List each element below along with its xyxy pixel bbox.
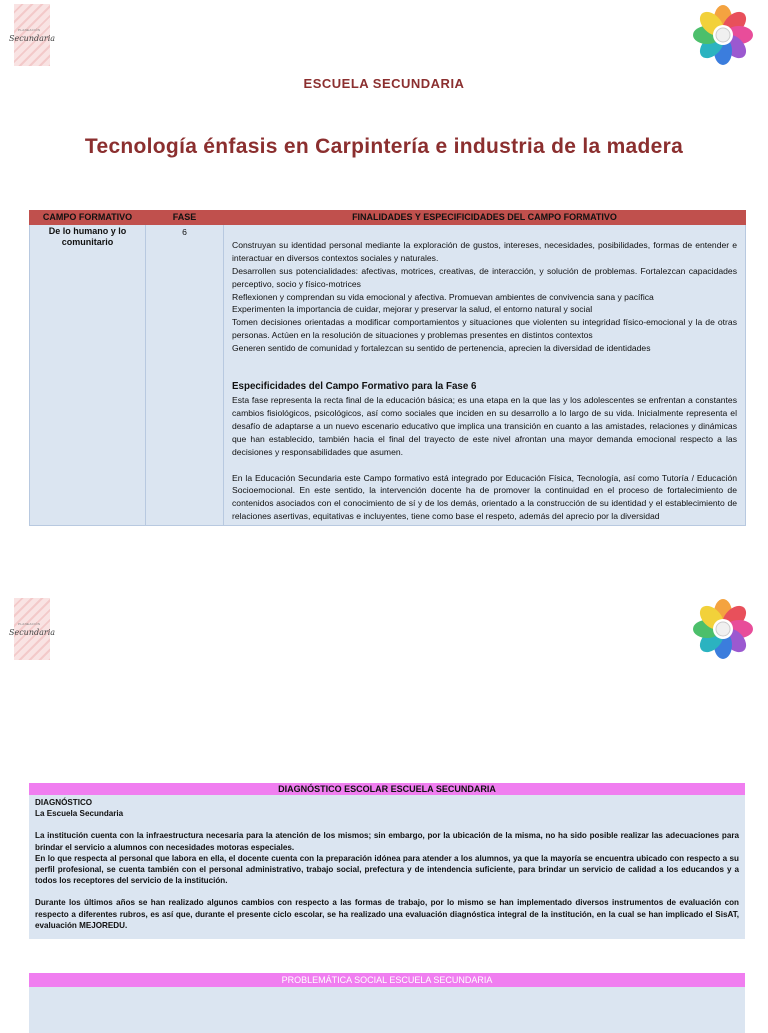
school-title: ESCUELA SECUNDARIA bbox=[303, 76, 465, 91]
finalidad-5: Tomen decisiones orientadas a modificar comportamientos y situaciones que violenten su integridad físico-emocional y la de otras personas. Actúen en la resolución de situaciones y problemas presentes en distintos contextos bbox=[232, 317, 737, 341]
flower-logo-page2 bbox=[692, 598, 754, 660]
finalidades-cell bbox=[224, 224, 746, 525]
finalidad-2: Desarrollen sus potencialidades: afectivas, motrices, creativas, de interacción, y solución de problemas. Fortalezcan capacidades perceptivo, socio y físico-motrices bbox=[232, 265, 737, 289]
diagnostico-body bbox=[29, 795, 745, 939]
fase-cell: 6 bbox=[146, 224, 224, 525]
logo-small-text: PLANEACIÓN bbox=[18, 622, 41, 626]
header-campo: CAMPO FORMATIVO bbox=[30, 211, 146, 225]
finalidad-6: Generen sentido de comunidad y fortalezcan su sentido de pertenencia, aprecien la diversidad de identidades bbox=[232, 343, 651, 354]
diagnostico-school: La Escuela Secundaria bbox=[35, 809, 124, 819]
table-header-row bbox=[30, 211, 746, 225]
subject-title: Tecnología énfasis en Carpintería e industria de la madera bbox=[84, 135, 684, 158]
diagnostico-paragraph-3: Durante los últimos años se han realizado algunos cambios con respecto a las formas de trabajo, por lo mismo se han implementado diversos instrumentos de evaluación con respecto a diferentes rubros, es así que, durante el presente ciclo escolar, se ha realizado una evaluación diagnóstica integral de la institución, en la cual se han implicado el SisAT, evaluación MEJOREDU. bbox=[35, 898, 739, 930]
diagnostico-header: DIAGNÓSTICO ESCOLAR ESCUELA SECUNDARIA bbox=[29, 783, 745, 795]
diagnostico-label: DIAGNÓSTICO bbox=[35, 798, 93, 807]
especificidades-paragraph-2: En la Educación Secundaria este Campo formativo está integrado por Educación Física, Tecnología, así como Tutoría / Educación Socioemocional. En este sentido, la intervención docente ha de promover la continuidad en el proceso de fortalecimiento de contenidos asociados con el conocimiento de sí y de los demás, orientado a la construcción de su identidad y el establecimiento de relaciones asertivas, equitativas e incluyentes, tiene como base el respeto, además del aprecio por la diversidad bbox=[232, 472, 737, 522]
diagnostico-section bbox=[29, 783, 745, 939]
diagnostico-paragraph-2: En lo que respecta al personal que labora en ella, el docente cuenta con la preparación idónea para atender a los alumnos, ya que la mayoría se encuentra ubicado con respecto a su perfil profesional, se cuenta también con el personal administrativo, trabajo social, prefectura y de intendencia suficiente, para brindar un servicio de calidad a los educandos y a todos los receptores del servicio de la institución. bbox=[35, 853, 739, 886]
header-finalidades: FINALIDADES Y ESPECIFICIDADES DEL CAMPO FORMATIVO bbox=[224, 211, 746, 225]
problematica-header: PROBLEMÁTICA SOCIAL ESCUELA SECUNDARIA bbox=[29, 973, 745, 987]
logo-script-text: Secundaria bbox=[8, 627, 56, 637]
campo-cell: De lo humano y lo comunitario bbox=[30, 224, 146, 525]
finalidad-4: Experimenten la importancia de cuidar, mejorar y preservar la salud, el entorno natural y social bbox=[232, 304, 593, 315]
planeacion-secundaria-logo bbox=[8, 4, 56, 66]
logo-script-text: Secundaria bbox=[8, 33, 56, 43]
finalidad-1: Construyan su identidad personal mediante la exploración de gustos, intereses, necesidades, posibilidades, formas de entender e interactuar en diversos contextos sociales y naturales. bbox=[232, 239, 737, 263]
logo-small-text: PLANEACIÓN bbox=[18, 28, 41, 32]
table-row bbox=[30, 224, 746, 525]
problematica-section bbox=[29, 973, 745, 1033]
planeacion-secundaria-logo-page2 bbox=[8, 598, 56, 660]
especificidades-paragraph-1: Esta fase representa la recta final de la educación básica; es una etapa en la que las y los adolescentes se enfrentan a constantes cambios fisiológicos, psicológicos, así como sociales que inciden en su desarrollo a lo largo de su vida. Inicialmente representa el desafío de adaptarse a un nuevo escenario educativo que implica una transición en cuanto a las amistades, relaciones y dinámicas que han establecido, también hacia el final del trayecto de este nivel afrontan una mayor demanda emocional respecto a las decisiones y responsabilidades que asumen. bbox=[232, 394, 737, 457]
header-fase: FASE bbox=[146, 211, 224, 225]
especificidades-title: Especificidades del Campo Formativo para la Fase 6 bbox=[232, 381, 477, 393]
flower-logo bbox=[692, 4, 754, 66]
finalidad-3: Reflexionen y comprendan su vida emocional y afectiva. Promuevan ambientes de convivencia sana y pacífica bbox=[232, 291, 654, 302]
diagnostico-paragraph-1: La institución cuenta con la infraestructura necesaria para la atención de los mismos; sin embargo, por la ubicación de la misma, no ha sido posible realizar las adecuaciones para brindar el servicio a alumnos con necesidades motoras especiales. bbox=[35, 831, 739, 852]
campo-formativo-table bbox=[29, 210, 746, 526]
